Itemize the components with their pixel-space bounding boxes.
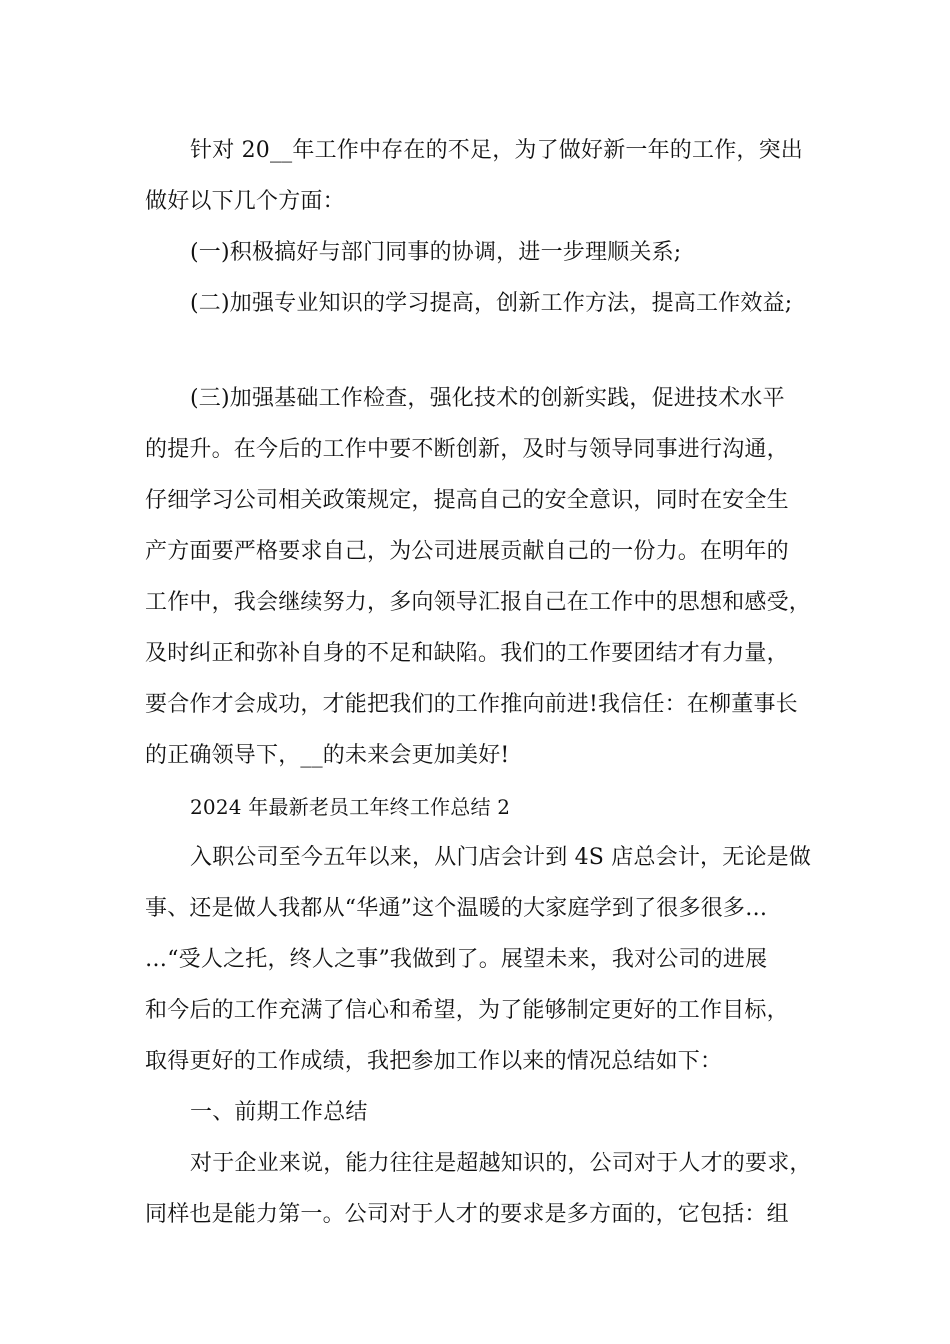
paragraph-line: 取得更好的工作成绩，我把参加工作以来的情况总结如下： xyxy=(145,1049,723,1074)
paragraph-line: 做好以下几个方面： xyxy=(145,189,345,214)
paragraph-line: 工作中，我会继续努力，多向领导汇报自己在工作中的思想和感受， xyxy=(145,590,812,615)
paragraph-line: …“受人之托，终人之事”我做到了。展望未来，我对公司的进展 xyxy=(145,947,768,972)
paragraph-line: 和今后的工作充满了信心和希望，为了能够制定更好的工作目标， xyxy=(145,998,789,1023)
section-title: 2024 年最新老员工年终工作总结 2 xyxy=(190,795,511,819)
subsection-title: 一、前期工作总结 xyxy=(190,1100,368,1125)
paragraph-line: 产方面要严格要求自己，为公司进展贡献自己的一份力。在明年的 xyxy=(145,539,789,564)
paragraph-line: 对于企业来说，能力往往是超越知识的，公司对于人才的要求， xyxy=(190,1151,812,1176)
paragraph-line: 入职公司至今五年以来，从门店会计到 4S 店总会计，无论是做 xyxy=(190,845,812,870)
paragraph-line: 针对 20__年工作中存在的不足，为了做好新一年的工作，突出 xyxy=(190,138,803,163)
paragraph-line: 要合作才会成功，才能把我们的工作推向前进!我信任：在柳董事长 xyxy=(145,692,798,717)
list-item-line: (一)积极搞好与部门同事的协调，进一步理顺关系; xyxy=(190,240,682,265)
list-item-line: (三)加强基础工作检查，强化技术的创新实践，促进技术水平 xyxy=(190,386,785,411)
paragraph-line: 的提升。在今后的工作中要不断创新，及时与领导同事进行沟通， xyxy=(145,437,789,462)
list-item-line: (二)加强专业知识的学习提高，创新工作方法，提高工作效益; xyxy=(190,291,793,316)
paragraph-line: 仔细学习公司相关政策规定，提高自己的安全意识，同时在安全生 xyxy=(145,488,789,513)
paragraph-line: 的正确领导下，__的未来会更加美好! xyxy=(145,743,510,768)
paragraph-line: 及时纠正和弥补自身的不足和缺陷。我们的工作要团结才有力量， xyxy=(145,641,789,666)
paragraph-line: 事、还是做人我都从“华通”这个温暖的大家庭学到了很多很多… xyxy=(145,896,768,921)
paragraph-line: 同样也是能力第一。公司对于人才的要求是多方面的，它包括：组 xyxy=(145,1202,789,1227)
